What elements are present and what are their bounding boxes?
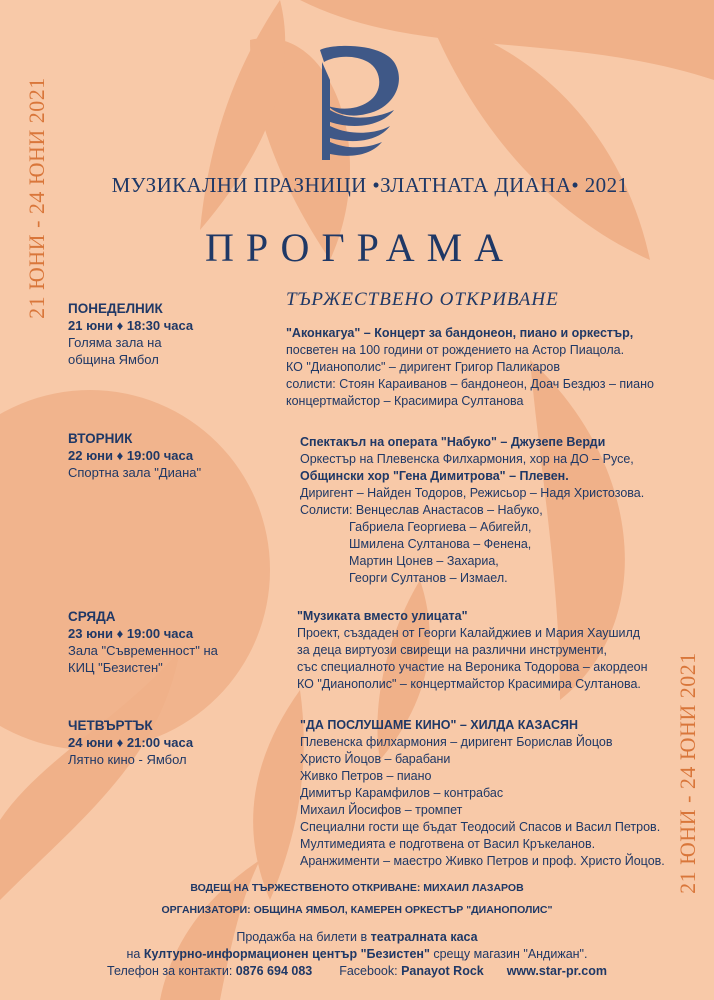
venue-line: Голяма зала на (68, 335, 162, 350)
phone-number: 0876 694 083 (235, 964, 313, 978)
event-line: КО "Дианополис" – диригент Григор Паликаров (286, 360, 560, 374)
footer-contacts-line (0, 964, 714, 978)
event-line: концертмайстор – Красимира Султанова (286, 394, 524, 408)
event-line: Проект, създаден от Георги Калайджиев и Мария Хаушилд (297, 626, 641, 640)
venue-line: Лятно кино - Ямбол (68, 752, 187, 767)
opening-heading: ТЪРЖЕСТВЕНО ОТКРИВАНЕ (286, 289, 559, 310)
event-line: Диригент – Найден Тодоров, Режисьор – Надя Христозова. (300, 486, 645, 500)
website-link[interactable]: www.star-pr.com (506, 964, 607, 978)
event-day-tuesday (68, 430, 201, 481)
phone-label: Телефон за контакти: (107, 964, 236, 978)
event-details-wednesday (297, 608, 648, 693)
venue-line: Зала "Съвременност" на (68, 643, 218, 658)
footer-text: Продажба на билети в (236, 930, 371, 944)
event-day-monday (68, 300, 193, 368)
footer-bold: театралната каса (370, 930, 478, 944)
day-name: ПОНЕДЕЛНИК (68, 301, 163, 316)
event-line: Спектакъл на операта "Набуко" – Джузепе Верди (300, 435, 606, 449)
event-line: Общински хор "Гена Димитрова" – Плевен. (300, 469, 569, 483)
event-details-tuesday (300, 434, 644, 587)
day-date-time: 21 юни ♦ 18:30 часа (68, 318, 194, 333)
venue-line: Спортна зала "Диана" (68, 465, 202, 480)
festival-title: МУЗИКАЛНИ ПРАЗНИЦИ •ЗЛАТНАТА ДИАНА• 2021 (111, 173, 629, 197)
side-date-left: 21 ЮНИ - 24 ЮНИ 2021 (24, 77, 49, 319)
day-name: ВТОРНИК (68, 431, 133, 446)
footer-text: на (126, 947, 144, 961)
event-line: "ДА ПОСЛУШАМЕ КИНО" – ХИЛДА КАЗАСЯН (300, 718, 579, 732)
event-line: Габриела Георгиева – Абигейл, (349, 520, 532, 534)
venue-line: община Ямбол (68, 352, 159, 367)
festival-logo (310, 40, 406, 170)
event-details-thursday (300, 717, 665, 870)
day-name: ЧЕТВЪРТЪК (68, 718, 153, 733)
program-title: ПРОГРАМА (204, 225, 516, 270)
footer-bold: Културно-информационен център "Безистен" (143, 947, 430, 961)
event-line: Мултимедията е подготвена от Васил Кръкеланов. (300, 837, 596, 851)
facebook-page: Panayot Rock (401, 964, 484, 978)
day-date-time: 24 юни ♦ 21:00 часа (68, 735, 194, 750)
event-line: "Музиката вместо улицата" (297, 609, 468, 623)
side-date-right: 21 ЮНИ - 24 ЮНИ 2021 (675, 652, 700, 894)
event-line: Христо Йоцов – барабани (300, 752, 451, 766)
event-line: Шмилена Султанова – Фенена, (349, 537, 532, 551)
event-line: "Аконкагуа" – Концерт за бандонеон, пиано и оркестър, (286, 326, 634, 340)
event-day-thursday (68, 717, 193, 768)
event-line: Димитър Карамфилов – контрабас (300, 786, 504, 800)
footer-venue-line (0, 947, 714, 961)
event-line: Солисти: Венцеслав Анастасов – Набуко, (300, 503, 543, 517)
event-details-monday (286, 325, 654, 410)
event-line: Живко Петров – пиано (300, 769, 432, 783)
event-line: Специални гости ще бъдат Теодосий Спасов и Васил Петров. (300, 820, 661, 834)
event-line: за деца виртуози свирещи на различни инструменти, (297, 643, 608, 657)
event-line: солисти: Стоян Караиванов – бандонеон, Доач Бездюз – пиано (286, 377, 654, 391)
footer-text: срещу магазин "Андижан". (429, 947, 588, 961)
event-line: със специалното участие на Вероника Тодорова – акордеон (297, 660, 648, 674)
organizers-credit: ОРГАНИЗАТОРИ: ОБЩИНА ЯМБОЛ, КАМЕРЕН ОРКЕСТЪР "ДИАНОПОЛИС" (161, 904, 553, 916)
event-line: Георги Султанов – Измаел. (349, 571, 508, 585)
venue-line: КИЦ "Безистен" (68, 660, 163, 675)
event-line: Оркестър на Плевенска Филхармония, хор на ДО – Русе, (300, 452, 634, 466)
facebook-label: Facebook: (339, 964, 402, 978)
event-line: посветен на 100 години от рождението на Астор Пиацола. (286, 343, 625, 357)
event-line: Михаил Йосифов – тромпет (300, 803, 463, 817)
event-line: Аранжименти – маестро Живко Петров и проф. Христо Йоцов. (300, 854, 665, 868)
host-credit: ВОДЕЩ НА ТЪРЖЕСТВЕНОТО ОТКРИВАНЕ: МИХАИЛ ЛАЗАРОВ (190, 882, 524, 894)
day-date-time: 22 юни ♦ 19:00 часа (68, 448, 194, 463)
footer-tickets-line (0, 930, 714, 944)
event-line: Мартин Цонев – Захариа, (349, 554, 499, 568)
day-name: СРЯДА (68, 609, 116, 624)
event-day-wednesday (68, 608, 218, 676)
event-line: Плевенска филхармония – диригент Борислав Йоцов (300, 735, 613, 749)
event-line: КО "Дианополис" – концертмайстор Красимира Султанова. (297, 677, 641, 691)
day-date-time: 23 юни ♦ 19:00 часа (68, 626, 194, 641)
